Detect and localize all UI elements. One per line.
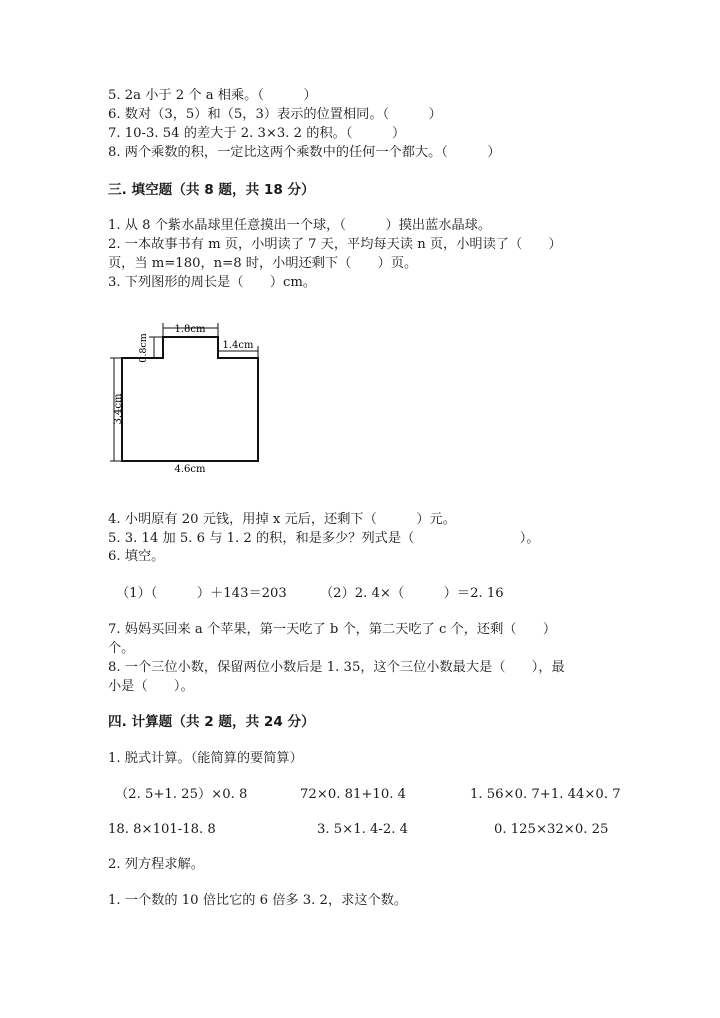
calc-question-2-sub1: 1. 一个数的 10 倍比它的 6 倍多 3. 2，求这个数。 — [108, 893, 408, 908]
label-top-width: 1.8cm — [174, 324, 206, 335]
fill-question-5: 5. 3. 14 加 5. 6 与 1. 2 的积，和是多少？列式是（ ）。 — [108, 531, 540, 546]
calc-expression: （2. 5+1. 25）×0. 8 — [115, 787, 248, 802]
fill-question-8-line1: 8. 一个三位小数，保留两位小数后是 1. 35，这个三位小数最大是（ ），最 — [108, 660, 565, 675]
fill-question-2-line2: 页，当 m=180，n=8 时，小明还剩下（ ）页。 — [108, 256, 418, 271]
fill-question-2-line1: 2. 一本故事书有 m 页，小明读了 7 天，平均每天读 n 页，小明读了（ ） — [108, 237, 562, 252]
judge-question-5: 5. 2a 小于 2 个 a 相乘。（ ） — [108, 88, 317, 103]
fill-question-8-line2: 小是（ ）。 — [108, 679, 194, 694]
label-top-height: 0.8cm — [138, 333, 149, 363]
label-step-width: 1.4cm — [222, 340, 254, 351]
calc-expression: 18. 8×101-18. 8 — [108, 822, 216, 837]
label-base-width: 4.6cm — [174, 464, 206, 475]
fill-question-6: 6. 填空。 — [108, 549, 165, 564]
calc-expression: 0. 125×32×0. 25 — [494, 822, 609, 837]
calc-section-heading: 四. 计算题（共 2 题，共 24 分） — [108, 714, 315, 730]
calc-question-1: 1. 脱式计算。（能简算的要简算） — [108, 751, 303, 766]
calc-expression: 72×0. 81+10. 4 — [300, 787, 406, 802]
label-body-height: 3.4cm — [113, 393, 124, 425]
fill-question-4: 4. 小明原有 20 元钱，用掉 x 元后，还剩下（ ）元。 — [108, 512, 456, 527]
fill-question-6-part1: （1）（ ）＋143＝203 — [116, 586, 287, 601]
calc-expression: 1. 56×0. 7+1. 44×0. 7 — [470, 787, 621, 802]
judge-question-7: 7. 10-3. 54 的差大于 2. 3×3. 2 的积。（ ） — [108, 126, 406, 141]
fill-question-1: 1. 从 8 个紫水晶球里任意摸出一个球，（ ）摸出蓝水晶球。 — [108, 218, 492, 233]
calc-expression: 3. 5×1. 4-2. 4 — [317, 822, 408, 837]
fill-question-6-part2: （2）2. 4×（ ）＝2. 16 — [320, 586, 504, 601]
perimeter-figure — [108, 318, 268, 478]
judge-question-8: 8. 两个乘数的积，一定比这两个乘数中的任何一个都大。（ ） — [108, 145, 501, 160]
fill-section-heading: 三. 填空题（共 8 题，共 18 分） — [108, 182, 315, 198]
fill-question-7-line2: 个。 — [108, 641, 135, 656]
fill-question-3: 3. 下列图形的周长是（ ）cm。 — [108, 275, 317, 290]
judge-question-6: 6. 数对（3，5）和（5，3）表示的位置相同。（ ） — [108, 107, 442, 122]
calc-question-2: 2. 列方程求解。 — [108, 857, 204, 872]
fill-question-7-line1: 7. 妈妈买回来 a 个苹果，第一天吃了 b 个，第二天吃了 c 个，还剩（ ） — [108, 622, 557, 637]
